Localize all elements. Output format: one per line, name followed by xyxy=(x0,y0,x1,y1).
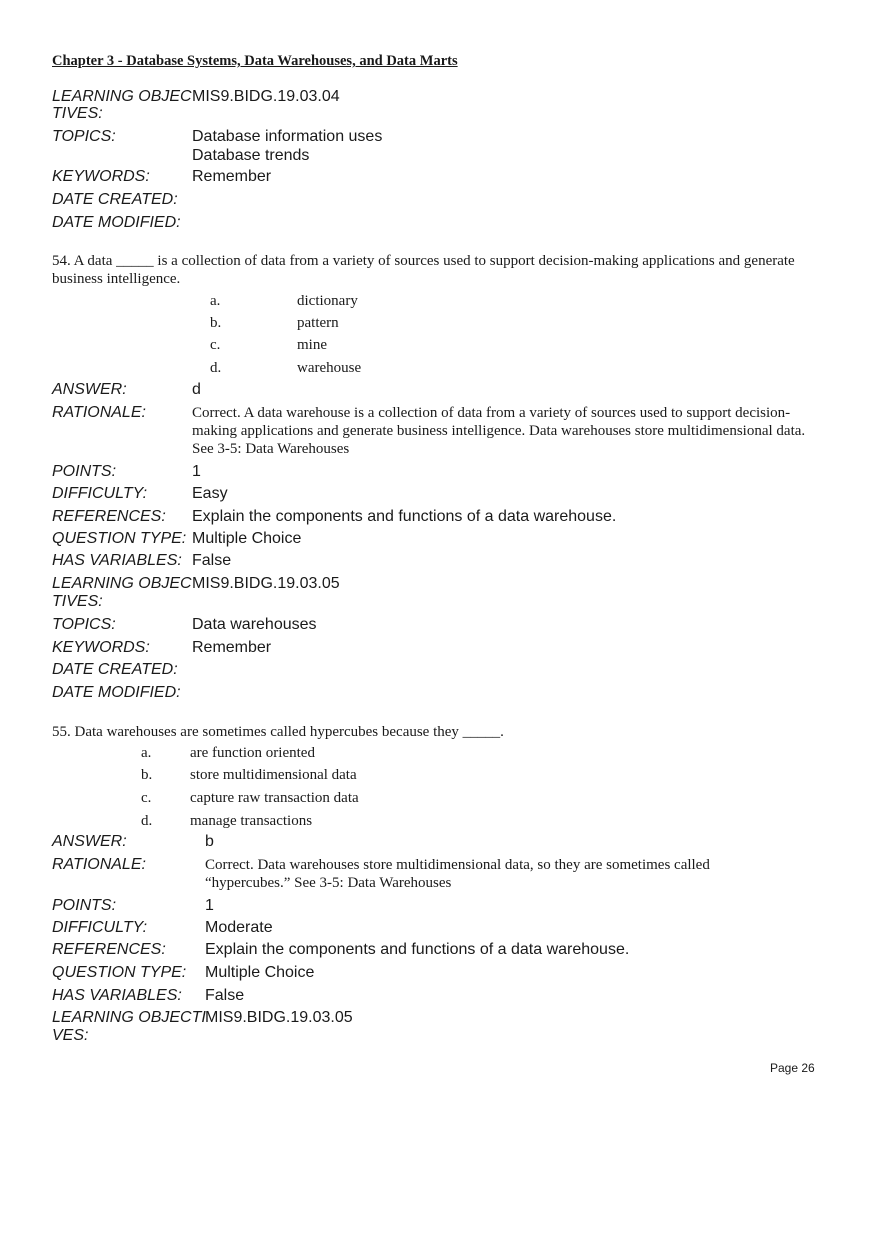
q54-topics: Data warehouses xyxy=(192,616,317,633)
page-number: Page 26 xyxy=(770,1061,815,1075)
q55-option-text: store multidimensional data xyxy=(190,767,357,783)
label-rationale: RATIONALE: xyxy=(52,404,146,421)
label-learning-objectives: LEARNING OBJECTI xyxy=(52,1009,206,1026)
q54-difficulty: Easy xyxy=(192,485,228,502)
q54-option-text: pattern xyxy=(297,315,339,331)
q55-points: 1 xyxy=(205,897,214,914)
q54-option-letter: d. xyxy=(210,360,222,376)
label-date-modified: DATE MODIFIED: xyxy=(52,214,181,231)
q54-learning-objective: MIS9.BIDG.19.03.05 xyxy=(192,575,340,592)
q55-option-letter: c. xyxy=(141,790,152,806)
q55-answer: b xyxy=(205,833,214,850)
q54-question-type: Multiple Choice xyxy=(192,530,302,547)
q55-difficulty: Moderate xyxy=(205,919,273,936)
label-topics: TOPICS: xyxy=(52,128,116,145)
label-rationale: RATIONALE: xyxy=(52,856,146,873)
q55-question-type: Multiple Choice xyxy=(205,964,315,981)
label-has-variables: HAS VARIABLES: xyxy=(52,987,182,1004)
q54-answer: d xyxy=(192,381,201,398)
q54-keywords: Remember xyxy=(192,639,272,656)
label-question-type: QUESTION TYPE: xyxy=(52,964,187,981)
label-question-type: QUESTION TYPE: xyxy=(52,530,187,547)
q54-stem: 54. A data _____ is a collection of data from a variety of sources used to support decision-making applications and generate business intelligence. xyxy=(52,253,795,287)
q54-option-letter: b. xyxy=(210,315,222,331)
q54-option-text: dictionary xyxy=(297,293,358,309)
q54-references: Explain the components and functions of a data warehouse. xyxy=(192,508,617,525)
q55-has-variables: False xyxy=(205,987,245,1004)
q55-learning-objective: MIS9.BIDG.19.03.05 xyxy=(205,1009,353,1026)
label-answer: ANSWER: xyxy=(52,381,127,398)
chapter-title: Chapter 3 - Database Systems, Data Warehouses, and Data Marts xyxy=(52,53,458,69)
q55-option-text: manage transactions xyxy=(190,813,313,829)
label-references: REFERENCES: xyxy=(52,941,166,958)
q54-option-text: mine xyxy=(297,337,327,353)
q55-references: Explain the components and functions of a data warehouse. xyxy=(205,941,630,958)
label-learning-objectives-wrap: VES: xyxy=(52,1027,89,1044)
label-keywords: KEYWORDS: xyxy=(52,168,150,185)
q55-option-text: are function oriented xyxy=(190,745,315,761)
label-learning-objectives: LEARNING OBJEC xyxy=(52,575,192,592)
q53-learning-objective: MIS9.BIDG.19.03.04 xyxy=(192,88,340,105)
q55-option-letter: b. xyxy=(141,767,153,783)
q53-keywords: Remember xyxy=(192,168,272,185)
q55-option-letter: d. xyxy=(141,813,153,829)
q54-has-variables: False xyxy=(192,552,232,569)
label-learning-objectives: LEARNING OBJEC xyxy=(52,88,192,105)
q55-option-text: capture raw transaction data xyxy=(190,790,359,806)
label-answer: ANSWER: xyxy=(52,833,127,850)
label-difficulty: DIFFICULTY: xyxy=(52,485,148,502)
q54-option-letter: c. xyxy=(210,337,221,353)
q54-option-text: warehouse xyxy=(297,360,362,376)
label-topics: TOPICS: xyxy=(52,616,116,633)
q55-stem: 55. Data warehouses are sometimes called hypercubes because they _____. xyxy=(52,724,504,740)
q53-topic: Database information uses xyxy=(192,128,383,145)
q53-topic: Database trends xyxy=(192,147,310,164)
label-learning-objectives-wrap: TIVES: xyxy=(52,105,103,122)
q55-option-letter: a. xyxy=(141,745,152,761)
q54-option-letter: a. xyxy=(210,293,221,309)
label-date-modified: DATE MODIFIED: xyxy=(52,684,181,701)
q54-points: 1 xyxy=(192,463,201,480)
label-learning-objectives-wrap: TIVES: xyxy=(52,593,103,610)
label-keywords: KEYWORDS: xyxy=(52,639,150,656)
label-difficulty: DIFFICULTY: xyxy=(52,919,148,936)
label-date-created: DATE CREATED: xyxy=(52,661,178,678)
label-references: REFERENCES: xyxy=(52,508,166,525)
q54-rationale: Correct. A data warehouse is a collection of data from a variety of sources used to support decision-making applications and generate business intelligence. Data warehouses store multidimensional data. See 3-5: Data Warehouses xyxy=(192,405,806,457)
label-points: POINTS: xyxy=(52,897,117,914)
label-points: POINTS: xyxy=(52,463,117,480)
label-has-variables: HAS VARIABLES: xyxy=(52,552,182,569)
q55-rationale: Correct. Data warehouses store multidimensional data, so they are sometimes called “hypercubes.” See 3-5: Data Warehouses xyxy=(205,857,710,891)
label-date-created: DATE CREATED: xyxy=(52,191,178,208)
